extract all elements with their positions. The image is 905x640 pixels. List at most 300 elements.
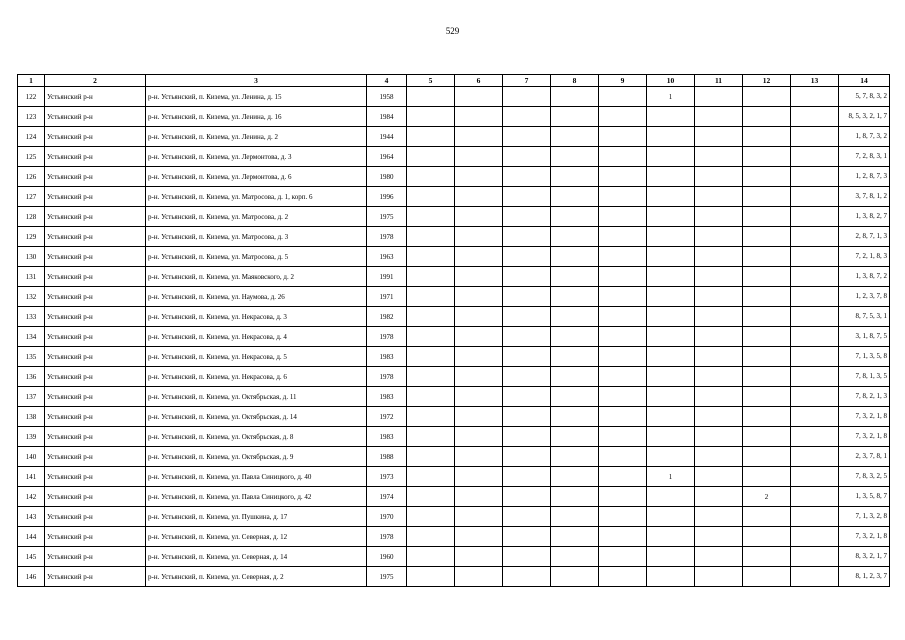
col5-cell xyxy=(407,407,455,427)
row-number-cell: 126 xyxy=(18,167,45,187)
col9-cell xyxy=(599,547,647,567)
col12-cell xyxy=(743,127,791,147)
col14-cell: 5, 7, 8, 3, 2 xyxy=(839,87,890,107)
col11-cell xyxy=(695,367,743,387)
col10-cell xyxy=(647,487,695,507)
col7-cell xyxy=(503,567,551,587)
col14-cell: 7, 3, 2, 1, 8 xyxy=(839,407,890,427)
col12-cell xyxy=(743,447,791,467)
col13-cell xyxy=(791,407,839,427)
col5-cell xyxy=(407,167,455,187)
col11-cell xyxy=(695,307,743,327)
column-header: 1 xyxy=(18,75,45,87)
col14-cell: 7, 8, 1, 3, 5 xyxy=(839,367,890,387)
table-row xyxy=(18,467,890,487)
col12-cell xyxy=(743,527,791,547)
col11-cell xyxy=(695,487,743,507)
column-header: 9 xyxy=(599,75,647,87)
col12-cell xyxy=(743,107,791,127)
table-row xyxy=(18,247,890,267)
col14-cell: 7, 1, 3, 2, 8 xyxy=(839,507,890,527)
col7-cell xyxy=(503,307,551,327)
district-cell: Устьянский р-н xyxy=(45,467,146,487)
year-cell: 1983 xyxy=(367,347,407,367)
col8-cell xyxy=(551,487,599,507)
col9-cell xyxy=(599,227,647,247)
col6-cell xyxy=(455,147,503,167)
row-number-cell: 138 xyxy=(18,407,45,427)
column-header: 14 xyxy=(839,75,890,87)
year-cell: 1975 xyxy=(367,567,407,587)
col10-cell xyxy=(647,407,695,427)
col5-cell xyxy=(407,547,455,567)
district-cell: Устьянский р-н xyxy=(45,227,146,247)
district-cell: Устьянский р-н xyxy=(45,167,146,187)
col14-cell: 1, 3, 5, 8, 7 xyxy=(839,487,890,507)
col12-cell xyxy=(743,407,791,427)
column-header: 11 xyxy=(695,75,743,87)
col9-cell xyxy=(599,507,647,527)
address-cell: р-н. Устьянский, п. Кизема, ул. Ленина, д. 15 xyxy=(146,87,367,107)
col5-cell xyxy=(407,467,455,487)
col13-cell xyxy=(791,167,839,187)
col6-cell xyxy=(455,547,503,567)
col6-cell xyxy=(455,307,503,327)
district-cell: Устьянский р-н xyxy=(45,567,146,587)
district-cell: Устьянский р-н xyxy=(45,347,146,367)
row-number-cell: 122 xyxy=(18,87,45,107)
col11-cell xyxy=(695,447,743,467)
row-number-cell: 128 xyxy=(18,207,45,227)
col6-cell xyxy=(455,187,503,207)
row-number-cell: 143 xyxy=(18,507,45,527)
col8-cell xyxy=(551,547,599,567)
col14-cell: 3, 7, 8, 1, 2 xyxy=(839,187,890,207)
col5-cell xyxy=(407,527,455,547)
col10-cell xyxy=(647,307,695,327)
col10-cell xyxy=(647,147,695,167)
address-cell: р-н. Устьянский, п. Кизема, ул. Октябрьская, д. 11 xyxy=(146,387,367,407)
row-number-cell: 124 xyxy=(18,127,45,147)
col8-cell xyxy=(551,227,599,247)
col7-cell xyxy=(503,527,551,547)
col12-cell xyxy=(743,567,791,587)
col13-cell xyxy=(791,247,839,267)
col11-cell xyxy=(695,127,743,147)
col11-cell xyxy=(695,227,743,247)
table-row xyxy=(18,507,890,527)
column-header: 5 xyxy=(407,75,455,87)
address-cell: р-н. Устьянский, п. Кизема, ул. Матросова, д. 2 xyxy=(146,207,367,227)
row-number-cell: 125 xyxy=(18,147,45,167)
col14-cell: 1, 2, 3, 7, 8 xyxy=(839,287,890,307)
col11-cell xyxy=(695,387,743,407)
table-row xyxy=(18,367,890,387)
col9-cell xyxy=(599,467,647,487)
row-number-cell: 127 xyxy=(18,187,45,207)
col14-cell: 1, 8, 7, 3, 2 xyxy=(839,127,890,147)
col7-cell xyxy=(503,87,551,107)
col6-cell xyxy=(455,287,503,307)
year-cell: 1988 xyxy=(367,447,407,467)
col7-cell xyxy=(503,327,551,347)
col10-cell xyxy=(647,367,695,387)
col14-cell: 7, 2, 1, 8, 3 xyxy=(839,247,890,267)
district-cell: Устьянский р-н xyxy=(45,507,146,527)
col9-cell xyxy=(599,107,647,127)
row-number-cell: 134 xyxy=(18,327,45,347)
housing-table xyxy=(17,74,890,587)
table-row xyxy=(18,567,890,587)
col7-cell xyxy=(503,127,551,147)
address-cell: р-н. Устьянский, п. Кизема, ул. Матросова, д. 5 xyxy=(146,247,367,267)
row-number-cell: 123 xyxy=(18,107,45,127)
col7-cell xyxy=(503,387,551,407)
table-row xyxy=(18,167,890,187)
col14-cell: 1, 3, 8, 2, 7 xyxy=(839,207,890,227)
district-cell: Устьянский р-н xyxy=(45,187,146,207)
address-cell: р-н. Устьянский, п. Кизема, ул. Наумова, д. 26 xyxy=(146,287,367,307)
col10-cell xyxy=(647,207,695,227)
col14-cell: 1, 2, 8, 7, 3 xyxy=(839,167,890,187)
year-cell: 1983 xyxy=(367,427,407,447)
row-number-cell: 140 xyxy=(18,447,45,467)
col8-cell xyxy=(551,527,599,547)
col13-cell xyxy=(791,467,839,487)
col6-cell xyxy=(455,127,503,147)
table-row xyxy=(18,207,890,227)
year-cell: 1978 xyxy=(367,367,407,387)
district-cell: Устьянский р-н xyxy=(45,287,146,307)
col5-cell xyxy=(407,307,455,327)
col5-cell xyxy=(407,487,455,507)
col13-cell xyxy=(791,107,839,127)
address-cell: р-н. Устьянский, п. Кизема, ул. Ленина, д. 2 xyxy=(146,127,367,147)
col6-cell xyxy=(455,247,503,267)
col5-cell xyxy=(407,447,455,467)
col11-cell xyxy=(695,87,743,107)
col9-cell xyxy=(599,527,647,547)
table-row xyxy=(18,147,890,167)
col12-cell xyxy=(743,347,791,367)
district-cell: Устьянский р-н xyxy=(45,267,146,287)
col9-cell xyxy=(599,347,647,367)
col10-cell xyxy=(647,227,695,247)
col12-cell xyxy=(743,307,791,327)
col12-cell xyxy=(743,547,791,567)
table-row xyxy=(18,267,890,287)
col14-cell: 7, 1, 3, 5, 8 xyxy=(839,347,890,367)
col13-cell xyxy=(791,227,839,247)
col11-cell xyxy=(695,107,743,127)
col13-cell xyxy=(791,267,839,287)
col6-cell xyxy=(455,107,503,127)
table-row xyxy=(18,447,890,467)
table-row xyxy=(18,547,890,567)
col8-cell xyxy=(551,87,599,107)
table-row xyxy=(18,87,890,107)
address-cell: р-н. Устьянский, п. Кизема, ул. Пушкина, д. 17 xyxy=(146,507,367,527)
row-number-cell: 146 xyxy=(18,567,45,587)
col11-cell xyxy=(695,347,743,367)
table-row xyxy=(18,407,890,427)
col5-cell xyxy=(407,87,455,107)
col8-cell xyxy=(551,427,599,447)
col13-cell xyxy=(791,327,839,347)
year-cell: 1963 xyxy=(367,247,407,267)
row-number-cell: 145 xyxy=(18,547,45,567)
col5-cell xyxy=(407,367,455,387)
year-cell: 1958 xyxy=(367,87,407,107)
district-cell: Устьянский р-н xyxy=(45,387,146,407)
table-row xyxy=(18,307,890,327)
row-number-cell: 141 xyxy=(18,467,45,487)
col9-cell xyxy=(599,427,647,447)
year-cell: 1996 xyxy=(367,187,407,207)
col12-cell xyxy=(743,227,791,247)
district-cell: Устьянский р-н xyxy=(45,307,146,327)
district-cell: Устьянский р-н xyxy=(45,107,146,127)
district-cell: Устьянский р-н xyxy=(45,87,146,107)
col9-cell xyxy=(599,207,647,227)
col14-cell: 7, 8, 2, 1, 3 xyxy=(839,387,890,407)
col9-cell xyxy=(599,267,647,287)
col9-cell xyxy=(599,307,647,327)
col6-cell xyxy=(455,407,503,427)
col9-cell xyxy=(599,187,647,207)
district-cell: Устьянский р-н xyxy=(45,527,146,547)
col12-cell xyxy=(743,187,791,207)
col10-cell xyxy=(647,287,695,307)
col14-cell: 8, 3, 2, 1, 7 xyxy=(839,547,890,567)
col11-cell xyxy=(695,167,743,187)
col8-cell xyxy=(551,127,599,147)
address-cell: р-н. Устьянский, п. Кизема, ул. Октябрьская, д. 8 xyxy=(146,427,367,447)
col13-cell xyxy=(791,567,839,587)
district-cell: Устьянский р-н xyxy=(45,247,146,267)
address-cell: р-н. Устьянский, п. Кизема, ул. Северная, д. 14 xyxy=(146,547,367,567)
col13-cell xyxy=(791,127,839,147)
col8-cell xyxy=(551,407,599,427)
col7-cell xyxy=(503,287,551,307)
address-cell: р-н. Устьянский, п. Кизема, ул. Некрасова, д. 4 xyxy=(146,327,367,347)
col8-cell xyxy=(551,287,599,307)
col11-cell xyxy=(695,147,743,167)
col10-cell xyxy=(647,507,695,527)
table-row xyxy=(18,347,890,367)
col10-cell xyxy=(647,447,695,467)
col12-cell xyxy=(743,267,791,287)
col8-cell xyxy=(551,247,599,267)
col9-cell xyxy=(599,387,647,407)
district-cell: Устьянский р-н xyxy=(45,487,146,507)
district-cell: Устьянский р-н xyxy=(45,547,146,567)
col7-cell xyxy=(503,407,551,427)
year-cell: 1978 xyxy=(367,327,407,347)
year-cell: 1974 xyxy=(367,487,407,507)
col11-cell xyxy=(695,547,743,567)
address-cell: р-н. Устьянский, п. Кизема, ул. Матросова, д. 3 xyxy=(146,227,367,247)
address-cell: р-н. Устьянский, п. Кизема, ул. Ленина, д. 16 xyxy=(146,107,367,127)
col11-cell xyxy=(695,287,743,307)
col14-cell: 7, 8, 3, 2, 5 xyxy=(839,467,890,487)
col5-cell xyxy=(407,287,455,307)
col10-cell: 1 xyxy=(647,467,695,487)
col13-cell xyxy=(791,487,839,507)
col5-cell xyxy=(407,347,455,367)
year-cell: 1984 xyxy=(367,107,407,127)
col7-cell xyxy=(503,507,551,527)
col10-cell: 1 xyxy=(647,87,695,107)
address-cell: р-н. Устьянский, п. Кизема, ул. Северная, д. 2 xyxy=(146,567,367,587)
col9-cell xyxy=(599,447,647,467)
address-cell: р-н. Устьянский, п. Кизема, ул. Октябрьская, д. 14 xyxy=(146,407,367,427)
year-cell: 1960 xyxy=(367,547,407,567)
col6-cell xyxy=(455,347,503,367)
col7-cell xyxy=(503,467,551,487)
col8-cell xyxy=(551,107,599,127)
col6-cell xyxy=(455,207,503,227)
col8-cell xyxy=(551,187,599,207)
col7-cell xyxy=(503,547,551,567)
col9-cell xyxy=(599,167,647,187)
col11-cell xyxy=(695,327,743,347)
col5-cell xyxy=(407,107,455,127)
col9-cell xyxy=(599,127,647,147)
col13-cell xyxy=(791,87,839,107)
column-header: 4 xyxy=(367,75,407,87)
col6-cell xyxy=(455,87,503,107)
col13-cell xyxy=(791,507,839,527)
col5-cell xyxy=(407,567,455,587)
col11-cell xyxy=(695,507,743,527)
table-row xyxy=(18,187,890,207)
district-cell: Устьянский р-н xyxy=(45,327,146,347)
col8-cell xyxy=(551,447,599,467)
header-row xyxy=(18,75,890,87)
col13-cell xyxy=(791,147,839,167)
col8-cell xyxy=(551,307,599,327)
column-header: 6 xyxy=(455,75,503,87)
col7-cell xyxy=(503,187,551,207)
col12-cell xyxy=(743,427,791,447)
col14-cell: 8, 5, 3, 2, 1, 7 xyxy=(839,107,890,127)
column-header: 8 xyxy=(551,75,599,87)
address-cell: р-н. Устьянский, п. Кизема, ул. Октябрьская, д. 9 xyxy=(146,447,367,467)
col7-cell xyxy=(503,227,551,247)
row-number-cell: 129 xyxy=(18,227,45,247)
year-cell: 1970 xyxy=(367,507,407,527)
col11-cell xyxy=(695,267,743,287)
year-cell: 1972 xyxy=(367,407,407,427)
year-cell: 1971 xyxy=(367,287,407,307)
district-cell: Устьянский р-н xyxy=(45,147,146,167)
district-cell: Устьянский р-н xyxy=(45,407,146,427)
col11-cell xyxy=(695,187,743,207)
year-cell: 1944 xyxy=(367,127,407,147)
col5-cell xyxy=(407,247,455,267)
address-cell: р-н. Устьянский, п. Кизема, ул. Павла Синицкого, д. 40 xyxy=(146,467,367,487)
col9-cell xyxy=(599,287,647,307)
column-header: 10 xyxy=(647,75,695,87)
table-row xyxy=(18,387,890,407)
col12-cell xyxy=(743,147,791,167)
col11-cell xyxy=(695,427,743,447)
col8-cell xyxy=(551,567,599,587)
address-cell: р-н. Устьянский, п. Кизема, ул. Матросова, д. 1, корп. 6 xyxy=(146,187,367,207)
col14-cell: 8, 1, 2, 3, 7 xyxy=(839,567,890,587)
district-cell: Устьянский р-н xyxy=(45,447,146,467)
col7-cell xyxy=(503,447,551,467)
col6-cell xyxy=(455,527,503,547)
col14-cell: 3, 1, 8, 7, 5 xyxy=(839,327,890,347)
address-cell: р-н. Устьянский, п. Кизема, ул. Северная, д. 12 xyxy=(146,527,367,547)
col11-cell xyxy=(695,567,743,587)
col11-cell xyxy=(695,527,743,547)
col12-cell xyxy=(743,387,791,407)
col12-cell xyxy=(743,247,791,267)
col5-cell xyxy=(407,387,455,407)
col9-cell xyxy=(599,327,647,347)
table-row xyxy=(18,127,890,147)
address-cell: р-н. Устьянский, п. Кизема, ул. Маяковского, д. 2 xyxy=(146,267,367,287)
col13-cell xyxy=(791,367,839,387)
col8-cell xyxy=(551,507,599,527)
col13-cell xyxy=(791,447,839,467)
col8-cell xyxy=(551,467,599,487)
table-row xyxy=(18,527,890,547)
row-number-cell: 144 xyxy=(18,527,45,547)
col14-cell: 7, 3, 2, 1, 8 xyxy=(839,527,890,547)
district-cell: Устьянский р-н xyxy=(45,127,146,147)
col14-cell: 7, 2, 8, 3, 1 xyxy=(839,147,890,167)
col6-cell xyxy=(455,467,503,487)
col13-cell xyxy=(791,287,839,307)
year-cell: 1978 xyxy=(367,227,407,247)
row-number-cell: 139 xyxy=(18,427,45,447)
row-number-cell: 135 xyxy=(18,347,45,367)
col9-cell xyxy=(599,567,647,587)
year-cell: 1975 xyxy=(367,207,407,227)
col14-cell: 2, 8, 7, 1, 3 xyxy=(839,227,890,247)
col12-cell: 2 xyxy=(743,487,791,507)
table-row xyxy=(18,107,890,127)
col6-cell xyxy=(455,167,503,187)
col12-cell xyxy=(743,207,791,227)
col10-cell xyxy=(647,267,695,287)
col5-cell xyxy=(407,427,455,447)
col10-cell xyxy=(647,427,695,447)
col10-cell xyxy=(647,547,695,567)
table-row xyxy=(18,487,890,507)
col7-cell xyxy=(503,267,551,287)
col12-cell xyxy=(743,367,791,387)
col13-cell xyxy=(791,547,839,567)
column-header: 13 xyxy=(791,75,839,87)
col8-cell xyxy=(551,267,599,287)
col12-cell xyxy=(743,167,791,187)
col5-cell xyxy=(407,207,455,227)
col10-cell xyxy=(647,167,695,187)
year-cell: 1973 xyxy=(367,467,407,487)
page-number: 529 xyxy=(445,26,460,36)
col5-cell xyxy=(407,227,455,247)
col6-cell xyxy=(455,487,503,507)
col10-cell xyxy=(647,127,695,147)
col13-cell xyxy=(791,187,839,207)
address-cell: р-н. Устьянский, п. Кизема, ул. Лермонтова, д. 3 xyxy=(146,147,367,167)
col12-cell xyxy=(743,507,791,527)
